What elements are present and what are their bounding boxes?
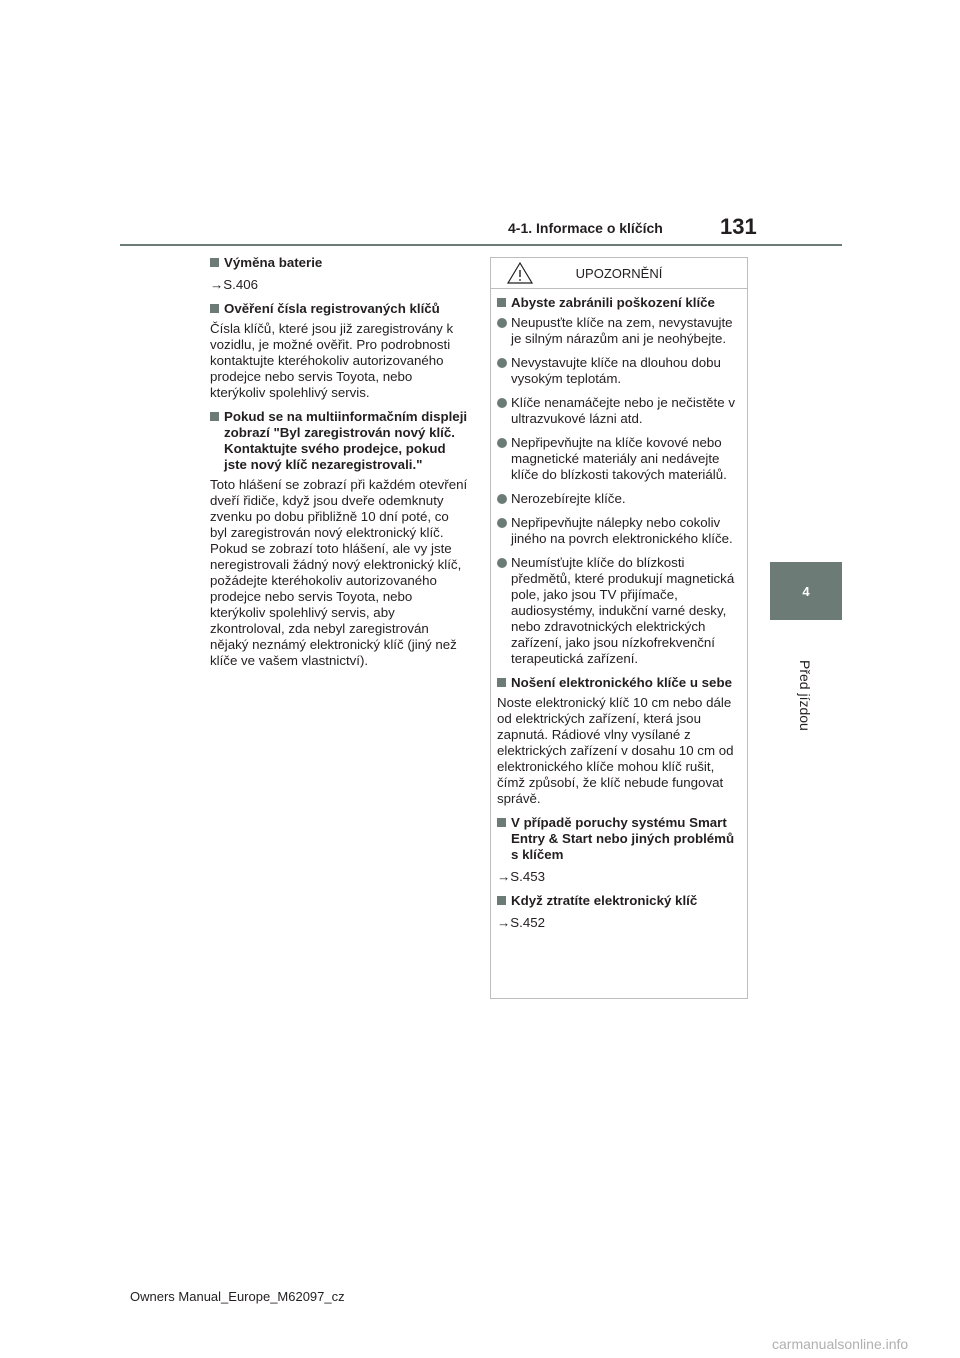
chapter-tab: [770, 562, 842, 620]
paragraph: [210, 321, 468, 401]
warning-triangle-icon: [507, 261, 533, 285]
list-item: [497, 491, 741, 507]
list-item-text: Nepřipevňujte na klíče kovové nebo magnetické materiály ani nedávejte klíče do blízkosti takových materiálů.: [511, 435, 727, 482]
page-number: 131: [720, 214, 757, 239]
chapter-number: 4: [802, 583, 810, 599]
warning-body: [491, 289, 747, 931]
list-item-text: Nepřipevňujte nálepky nebo cokoliv jiného na povrch elektronického klíče.: [511, 515, 733, 546]
page-reference: [210, 277, 468, 293]
round-bullet-icon: [497, 558, 507, 568]
section-heading-text: Pokud se na multiinformačním displeji zobrazí "Byl zaregistrován nový klíč. Kontaktujte svého prodejce, pokud jste nový klíč nezaregistrovali.": [224, 409, 468, 472]
section-heading: [497, 675, 741, 691]
section-heading-text: Nošení elektronického klíče u sebe: [511, 675, 732, 690]
arrow-right-icon: →: [497, 869, 511, 884]
list-item: [497, 555, 741, 667]
square-bullet-icon: [497, 298, 506, 307]
list-item: [497, 515, 741, 547]
list-item-text: Neumísťujte klíče do blízkosti předmětů, které produkují magnetická pole, jako jsou TV přijímače, audiosystémy, indukční varné desky, nebo zdravotnických elektrických zařízení, jako jsou nízkofrekvenční terapeutická zařízení.: [511, 555, 735, 666]
warning-title: UPOZORNĚNÍ: [575, 265, 663, 281]
round-bullet-icon: [497, 358, 507, 368]
list-item: [497, 395, 741, 427]
round-bullet-icon: [497, 438, 507, 448]
page-reference-text: S.452: [510, 915, 546, 930]
round-bullet-icon: [497, 518, 507, 528]
page-reference: [497, 869, 741, 885]
paragraph: [497, 695, 741, 807]
footer-doc-id: Owners Manual_Europe_M62097_cz: [130, 1289, 345, 1304]
section-heading-text: Výměna baterie: [224, 255, 323, 270]
section-heading: [210, 409, 468, 473]
section-heading-text: Když ztratíte elektronický klíč: [511, 893, 698, 908]
list-item-text: Nevystavujte klíče na dlouhou dobu vysokým teplotám.: [511, 355, 721, 386]
left-column: [210, 255, 468, 677]
list-item: [497, 435, 741, 483]
section-heading: [497, 295, 741, 311]
warning-header: [491, 258, 747, 289]
list-item: [497, 315, 741, 347]
page-reference-text: S.406: [223, 277, 259, 292]
chapter-title-vertical: Před jízdou: [797, 660, 813, 731]
section-heading: [210, 255, 468, 271]
list-item-text: Nerozebírejte klíče.: [511, 491, 626, 506]
paragraph-text: Čísla klíčů, které jsou již zaregistrovány k vozidlu, je možné ověřit. Pro podrobnosti kontaktujte kteréhokoliv autorizovaného prodejce nebo servis Toyota, nebo kterýkoliv spolehlivý servis.: [210, 321, 454, 400]
list-item-text: Klíče nenamáčejte nebo je nečistěte v ultrazvukové lázni atd.: [511, 395, 735, 426]
square-bullet-icon: [497, 678, 506, 687]
square-bullet-icon: [210, 304, 219, 313]
square-bullet-icon: [210, 258, 219, 267]
section-heading-text: Ověření čísla registrovaných klíčů: [224, 301, 440, 316]
section-heading: [497, 815, 741, 863]
list-item-text: Neupusťte klíče na zem, nevystavujte je silným nárazům ani je neohýbejte.: [511, 315, 733, 346]
round-bullet-icon: [497, 318, 507, 328]
page-reference: [497, 915, 741, 931]
section-heading-text: V případě poruchy systému Smart Entry & Start nebo jiných problémů s klíčem: [511, 815, 735, 862]
watermark: carmanualsonline.info: [772, 1336, 909, 1352]
round-bullet-icon: [497, 398, 507, 408]
square-bullet-icon: [210, 412, 219, 421]
square-bullet-icon: [497, 818, 506, 827]
paragraph-text: Noste elektronický klíč 10 cm nebo dále od elektrických zařízení, která jsou zapnutá. Rádiové vlny vysílané z elektrických zařízení v dosahu 10 cm od elektronického klíče mohou klíč rušit, čímž způsobí, že klíč nebude fungovat správě.: [497, 695, 734, 806]
square-bullet-icon: [497, 896, 506, 905]
header-section-title: 4-1. Informace o klíčích: [508, 220, 663, 236]
arrow-right-icon: →: [497, 915, 511, 930]
header-rule: [120, 244, 842, 246]
page-reference-text: S.453: [510, 869, 546, 884]
arrow-right-icon: →: [210, 277, 224, 292]
round-bullet-icon: [497, 494, 507, 504]
paragraph: [210, 477, 468, 669]
paragraph-text: Toto hlášení se zobrazí při každém otevření dveří řidiče, když jsou dveře odemknuty zvenku po dobu přibližně 10 dní poté, co byl zaregistrován nový elektronický klíč. Pokud se zobrazí toto hlášení, ale vy jste neregistrovali žádný nový elektronický klíč, požádejte kteréhokoliv autorizovaného prodejce nebo servis Toyota, nebo kterýkoliv spolehlivý servis, aby zkontroloval, zda nebyl zaregistrován nějaký neznámý elektronický klíč (jiný než klíče ve vašem vlastnictví).: [210, 477, 468, 668]
section-heading: [210, 301, 468, 317]
section-heading: [497, 893, 741, 909]
section-heading-text: Abyste zabránili poškození klíče: [511, 295, 715, 310]
warning-box: [490, 257, 748, 999]
list-item: [497, 355, 741, 387]
